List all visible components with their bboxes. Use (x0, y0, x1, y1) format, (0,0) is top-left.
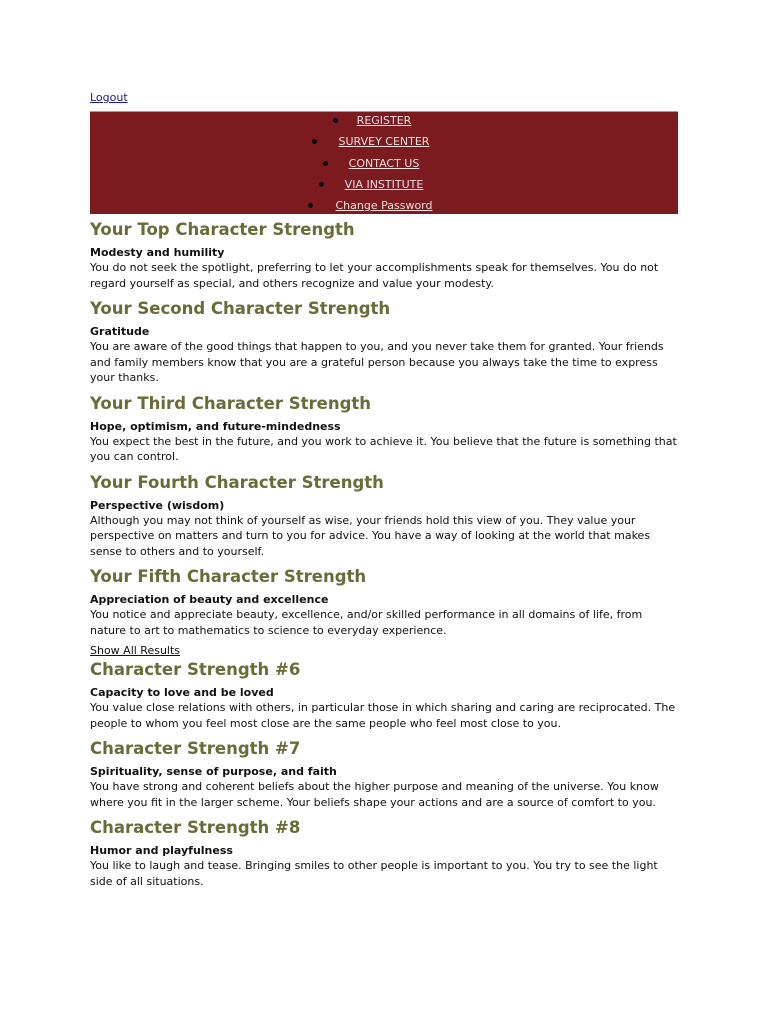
nav-link-change-password[interactable]: Change Password (335, 199, 433, 212)
strength-section-4 (90, 471, 680, 560)
logout-link[interactable]: Logout (90, 91, 128, 104)
strength-heading: Your Third Character Strength (90, 393, 372, 413)
strength-name: Modesty and humility (90, 246, 225, 259)
strength-section-7 (90, 737, 680, 810)
strength-description: You have strong and coherent beliefs about the higher purpose and meaning of the universe. You know where you fit in the larger scheme. Your beliefs shape your actions and are a source of comfort to you. (90, 780, 659, 809)
strength-description: You expect the best in the future, and you work to achieve it. You believe that the future is something that you can control. (90, 434, 677, 463)
strength-section-2 (90, 297, 680, 386)
strength-name: Gratitude (90, 325, 150, 338)
nav-link-survey-center[interactable]: SURVEY CENTER (338, 135, 430, 148)
bullet-icon (333, 118, 338, 123)
strength-heading: Your Second Character Strength (90, 299, 391, 318)
bullet-icon (308, 203, 313, 208)
strength-description: Although you may not think of yourself as wise, your friends hold this view of you. They value your perspective on matters and turn to you for advice. You have a way of looking at the world that makes sense to others and to yourself. (90, 513, 651, 558)
nav-link-via-institute[interactable]: VIA INSTITUTE (344, 178, 424, 191)
nav-item-register (90, 113, 678, 129)
strength-description: You notice and appreciate beauty, excellence, and/or skilled performance in all domains of life, from nature to art to mathematics to science to everyday experience. (90, 608, 643, 637)
strength-heading: Your Fourth Character Strength (90, 472, 384, 492)
nav-link-register[interactable]: REGISTER (356, 114, 412, 127)
strength-heading: Character Strength #8 (90, 818, 301, 837)
strength-section-3 (90, 392, 680, 465)
strength-heading: Your Fifth Character Strength (90, 567, 367, 586)
strength-heading: Your Top Character Strength (90, 220, 355, 239)
strength-name: Humor and playfulness (90, 844, 233, 857)
strength-name: Appreciation of beauty and excellence (90, 593, 329, 606)
nav-item-via-institute (90, 177, 678, 193)
strength-name: Capacity to love and be loved (90, 686, 274, 699)
show-all-results-link[interactable]: Show All Results (90, 644, 181, 657)
bullet-icon (312, 139, 317, 144)
strength-name: Spirituality, sense of purpose, and faith (90, 765, 337, 778)
strength-name: Hope, optimism, and future-mindedness (90, 419, 341, 433)
strength-name: Perspective (wisdom) (90, 498, 225, 512)
results-content (90, 218, 680, 889)
bullet-icon (319, 182, 324, 187)
bullet-icon (323, 161, 328, 166)
nav-bar (90, 111, 678, 214)
strength-section-1 (90, 218, 680, 291)
strength-heading: Character Strength #6 (90, 660, 301, 679)
nav-item-change-password (90, 198, 678, 214)
nav-item-survey-center (90, 134, 678, 150)
strength-section-8 (90, 816, 680, 889)
strength-section-5 (90, 565, 680, 638)
strength-description: You do not seek the spotlight, preferring to let your accomplishments speak for themselves. You do not regard yourself as special, and others recognize and value your modesty. (90, 261, 659, 290)
strength-description: You are aware of the good things that happen to you, and you never take them for granted. Your friends and family members know that you are a grateful person because you always take the time to express your thanks. (90, 340, 664, 384)
strength-description: You value close relations with others, in particular those in which sharing and caring are reciprocated. The people to whom you feel most close are the same people who feel most close to you. (90, 701, 676, 730)
strength-section-6 (90, 658, 680, 731)
nav-link-contact-us[interactable]: CONTACT US (348, 157, 420, 170)
nav-item-contact-us (90, 156, 678, 172)
strength-heading: Character Strength #7 (90, 739, 301, 758)
strength-description: You like to laugh and tease. Bringing smiles to other people is important to you. You try to see the light side of all situations. (90, 859, 658, 888)
